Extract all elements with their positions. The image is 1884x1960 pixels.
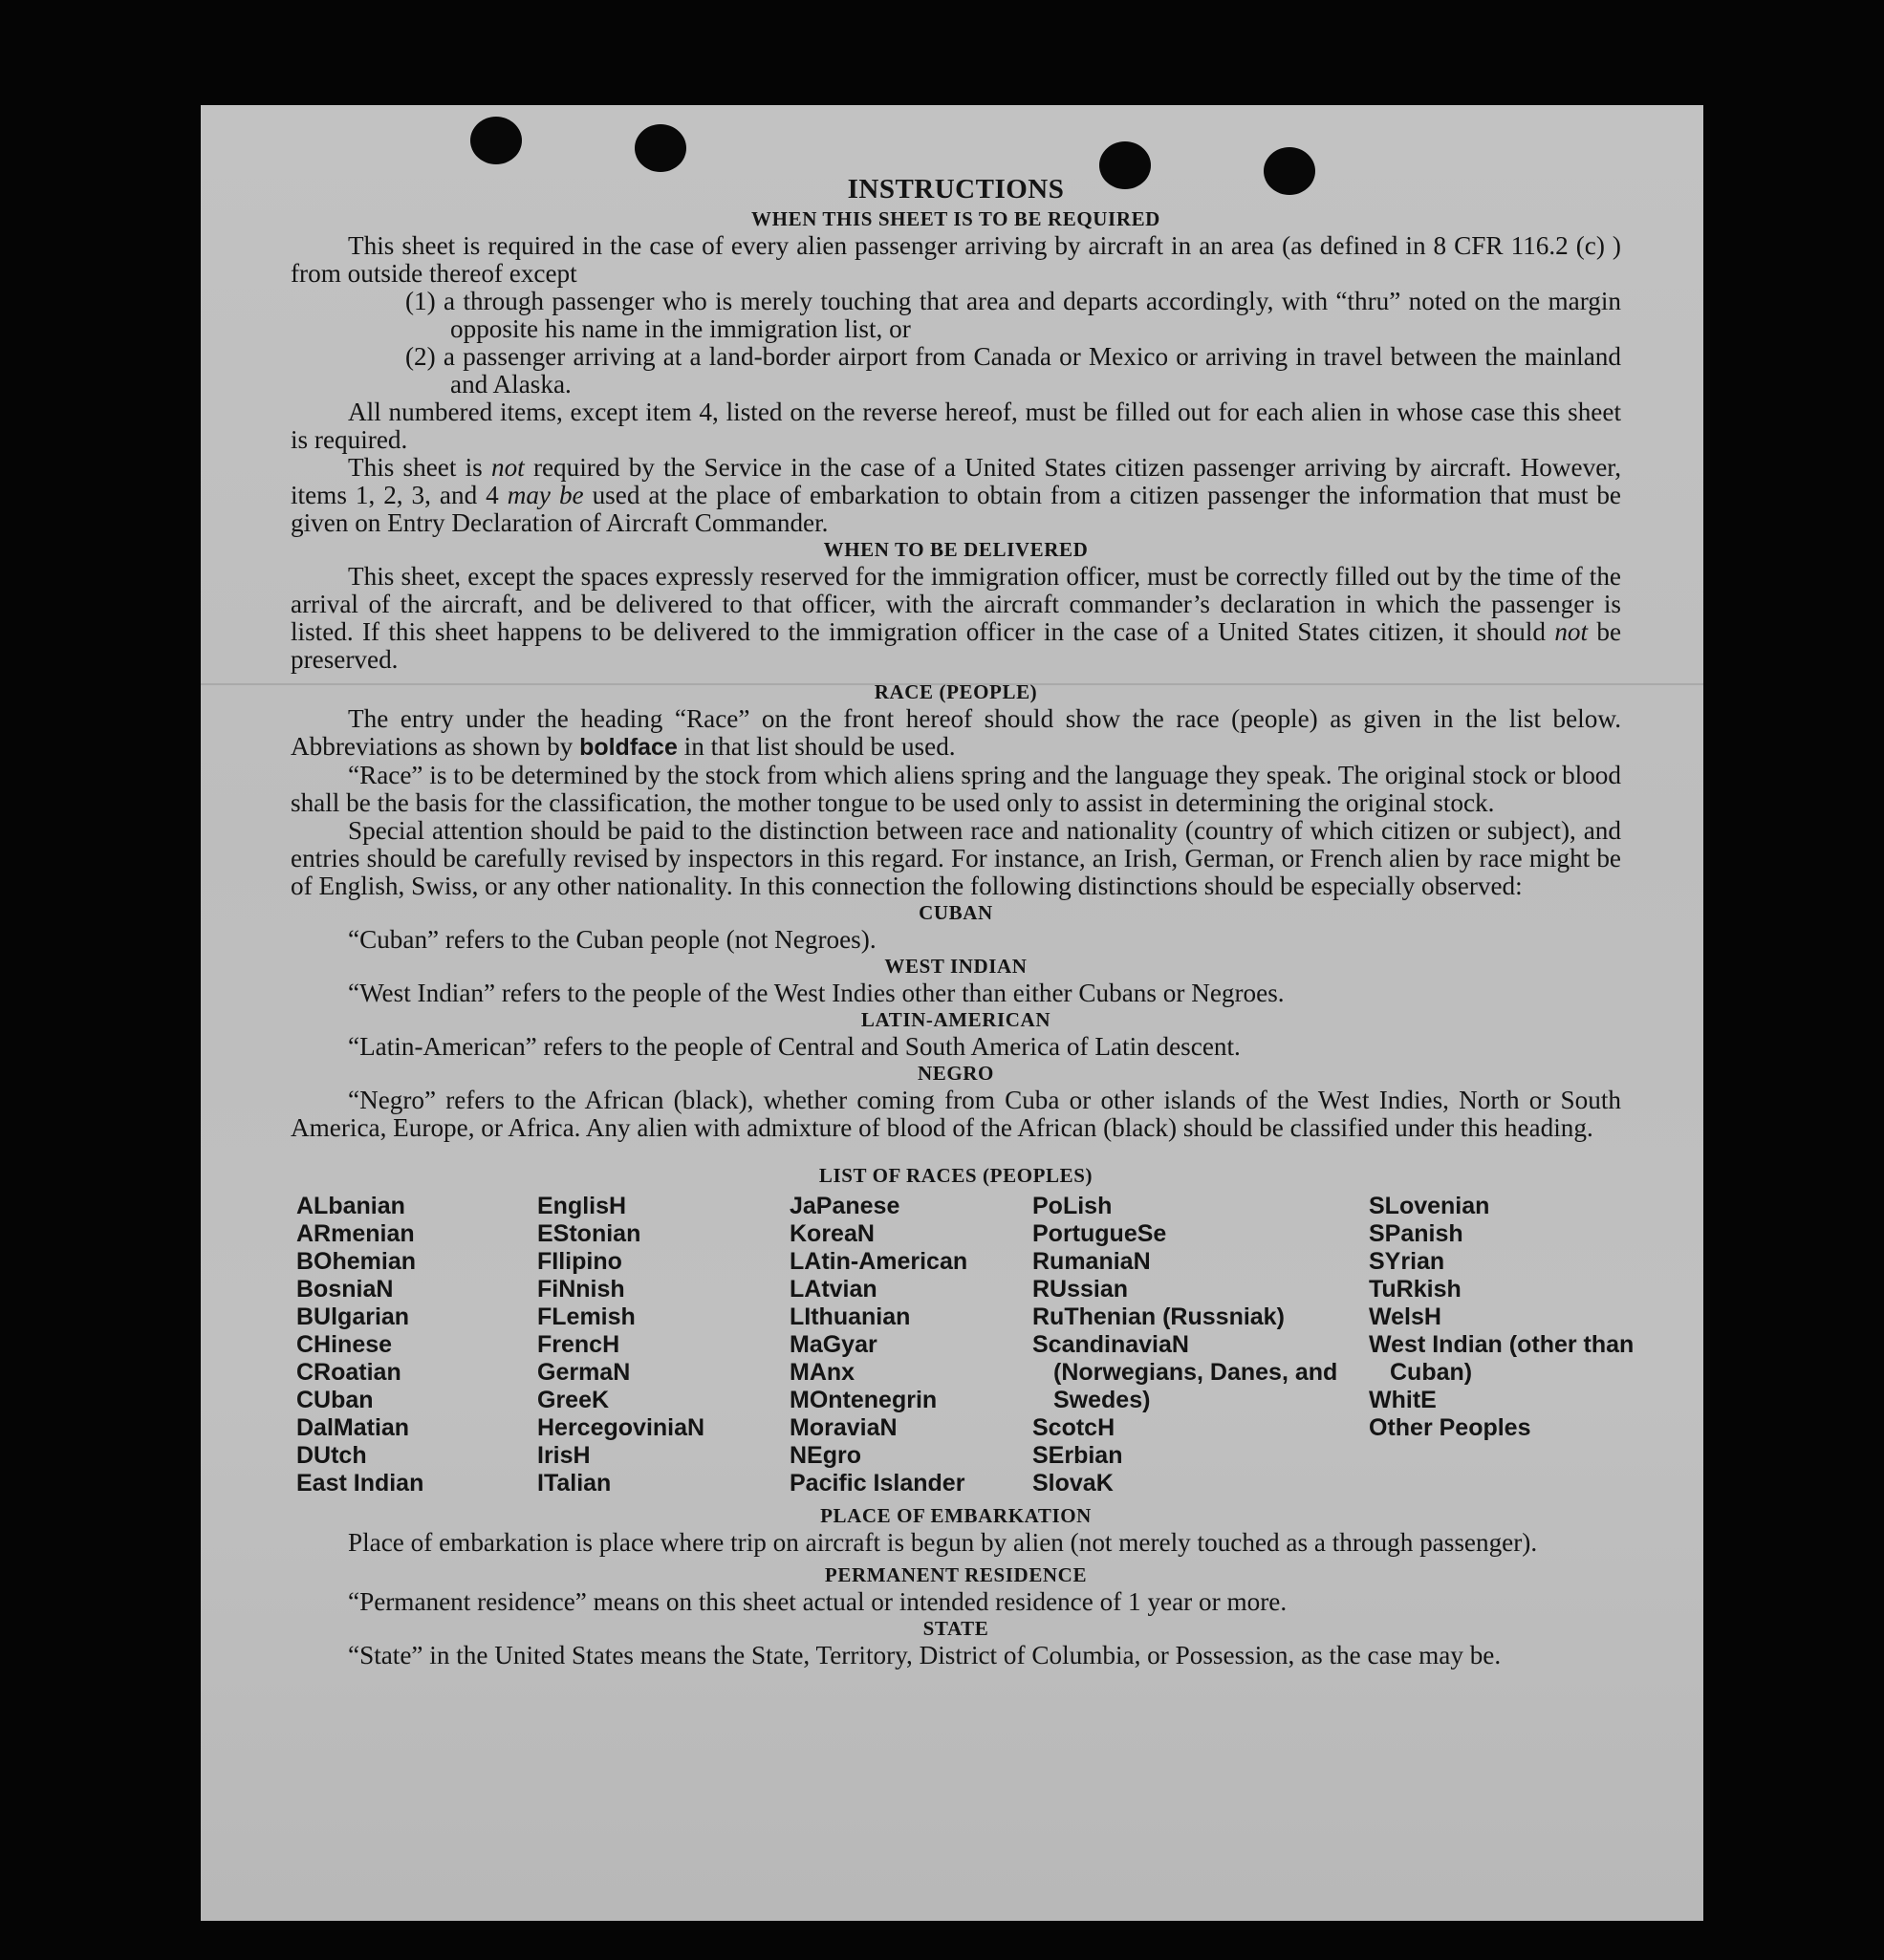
race-item: SLovenian [1369, 1193, 1490, 1219]
race-item: BosniaN [296, 1276, 394, 1303]
punch-hole [470, 117, 522, 164]
races-list [296, 1193, 1635, 1497]
page-title: INSTRUCTIONS [847, 174, 1065, 205]
residence-text: “Permanent residence” means on this sheet actual or intended residence of 1 year or more. [348, 1587, 1288, 1616]
race-item: CRoatian [296, 1359, 401, 1386]
west-indian-text: “West Indian” refers to the people of the West Indies other than either Cubans or Negroes. [348, 979, 1285, 1007]
races-column-5 [1369, 1193, 1635, 1497]
race-item: KoreaN [790, 1220, 875, 1247]
latin-american-text: “Latin-American” refers to the people of Central and South America of Latin descent. [348, 1032, 1241, 1061]
race-item: FrencH [537, 1331, 620, 1358]
state-text: “State” in the United States means the State, Territory, District of Columbia, or Possession, as the case may be. [348, 1641, 1502, 1669]
punch-hole [635, 124, 686, 172]
races-column-4 [1032, 1193, 1369, 1497]
exception-1: (1) a through passenger who is merely touching that area and departs accordingly, with “thru” noted on the margin opposite his name in the immigration list, or [405, 287, 1621, 343]
race-item: ALbanian [296, 1193, 405, 1219]
race-item: BOhemian [296, 1248, 417, 1275]
required-para-2: All numbered items, except item 4, listed on the reverse hereof, must be filled out for each alien in whose case this sheet is required. [291, 398, 1621, 454]
race-item: TuRkish [1369, 1276, 1462, 1303]
race-item: Other Peoples [1369, 1414, 1531, 1441]
sheet-content [291, 172, 1635, 1669]
race-item: West Indian (other than Cuban) [1369, 1331, 1635, 1386]
race-item: SYrian [1369, 1248, 1445, 1275]
race-item: EStonian [537, 1220, 641, 1247]
cuban-text: “Cuban” refers to the Cuban people (not Negroes). [348, 925, 877, 954]
race-para-3: Special attention should be paid to the distinction between race and nationality (country of which citizen or subject), and entries should be carefully revised by inspectors in this regard. For instance, an Irish, German, or French alien by race might be of English, Swiss, or any other nationality. In this connection the following distinctions should be especially observed: [291, 816, 1621, 900]
negro-text: “Negro” refers to the African (black), whether coming from Cuba or other islands of the West Indies, North or South America, Europe, or Africa. Any alien with admixture of blood of the African (black) should be classified under this heading. [291, 1086, 1621, 1142]
section-heading-negro: NEGRO [917, 1062, 994, 1085]
race-item: CHinese [296, 1331, 393, 1358]
race-item: LIthuanian [790, 1303, 911, 1330]
race-item: MOntenegrin [790, 1387, 938, 1413]
section-heading-embarkation: PLACE OF EMBARKATION [820, 1504, 1092, 1527]
section-heading-cuban: CUBAN [919, 901, 993, 924]
section-heading-west-indian: WEST INDIAN [884, 955, 1028, 978]
race-item: CUban [296, 1387, 374, 1413]
race-item: LAtin-American [790, 1248, 968, 1275]
race-item: Pacific Islander [790, 1470, 965, 1497]
race-item: EnglisH [537, 1193, 627, 1219]
race-item: ITalian [537, 1470, 612, 1497]
race-item: FIlipino [537, 1248, 622, 1275]
race-item: DUtch [296, 1442, 367, 1469]
race-item: ScandinaviaN (Norwegians, Danes, and Swedes) [1032, 1331, 1338, 1413]
race-item: ARmenian [296, 1220, 415, 1247]
race-item: LAtvian [790, 1276, 877, 1303]
race-item: FLemish [537, 1303, 636, 1330]
race-item: SlovaK [1032, 1470, 1114, 1497]
race-item: RumaniaN [1032, 1248, 1151, 1275]
race-item: RUssian [1032, 1276, 1129, 1303]
races-column-3 [790, 1193, 1032, 1497]
race-item: HercegoviniaN [537, 1414, 705, 1441]
race-item: SPanish [1369, 1220, 1463, 1247]
required-intro: This sheet is required in the case of every alien passenger arriving by aircraft in an area (as defined in 8 CFR 116.2 (c) ) from outside thereof except [291, 231, 1621, 288]
races-column-2 [537, 1193, 790, 1497]
race-item: NEgro [790, 1442, 861, 1469]
section-heading-state: STATE [922, 1617, 989, 1640]
race-item: MoraviaN [790, 1414, 898, 1441]
required-para-3: This sheet is not required by the Service in the case of a United States citizen passenger arriving by aircraft. However, items 1, 2, 3, and 4 may be used at the place of embarkation to obtain from a citizen passenger the information that must be given on Entry Declaration of Aircraft Commander. [291, 453, 1622, 537]
race-item: RuThenian (Russniak) [1032, 1303, 1285, 1330]
section-heading-required: WHEN THIS SHEET IS TO BE REQUIRED [751, 207, 1160, 230]
race-item: SErbian [1032, 1442, 1123, 1469]
exception-2: (2) a passenger arriving at a land-border airport from Canada or Mexico or arriving in travel between the mainland and Alaska. [405, 342, 1621, 398]
section-heading-latin-american: LATIN-AMERICAN [860, 1008, 1051, 1031]
race-item: East Indian [296, 1470, 424, 1497]
delivered-text: This sheet, except the spaces expressly reserved for the immigration officer, must be correctly filled out by the time of the arrival of the aircraft, and be delivered to that officer, with the aircraft commander’s declaration in which the passenger is listed. If this sheet happens to be delivered to the immigration officer in the case of a United States citizen, it should not be preserved. [291, 562, 1622, 674]
race-item: GreeK [537, 1387, 610, 1413]
race-para-1: The entry under the heading “Race” on the front hereof should show the race (people) as given in the list below. Abbreviations as shown by boldface in that list should be used. [291, 704, 1621, 761]
section-heading-delivered: WHEN TO BE DELIVERED [823, 538, 1089, 561]
race-item: FiNnish [537, 1276, 625, 1303]
race-item: BUlgarian [296, 1303, 410, 1330]
race-item: MaGyar [790, 1331, 877, 1358]
embarkation-text: Place of embarkation is place where trip on aircraft is begun by alien (not merely touched as a through passenger). [348, 1528, 1538, 1557]
race-para-2: “Race” is to be determined by the stock from which aliens spring and the language they speak. The original stock or blood shall be the basis for the classification, the mother tongue to be used only to assist in determining the original stock. [291, 761, 1621, 817]
race-item: GermaN [537, 1359, 631, 1386]
instruction-sheet [201, 105, 1703, 1921]
race-item: WelsH [1369, 1303, 1441, 1330]
race-item: PoLish [1032, 1193, 1113, 1219]
race-item: JaPanese [790, 1193, 900, 1219]
race-item: MAnx [790, 1359, 855, 1386]
section-heading-races-list: LIST OF RACES (PEOPLES) [818, 1164, 1094, 1187]
race-item: WhitE [1369, 1387, 1437, 1413]
section-heading-race: RACE (PEOPLE) [874, 680, 1038, 703]
race-item: DalMatian [296, 1414, 410, 1441]
section-heading-residence: PERMANENT RESIDENCE [824, 1563, 1088, 1586]
races-column-1 [296, 1193, 537, 1497]
race-item: ScotcH [1032, 1414, 1115, 1441]
race-item: PortugueSe [1032, 1220, 1167, 1247]
race-item: IrisH [537, 1442, 591, 1469]
